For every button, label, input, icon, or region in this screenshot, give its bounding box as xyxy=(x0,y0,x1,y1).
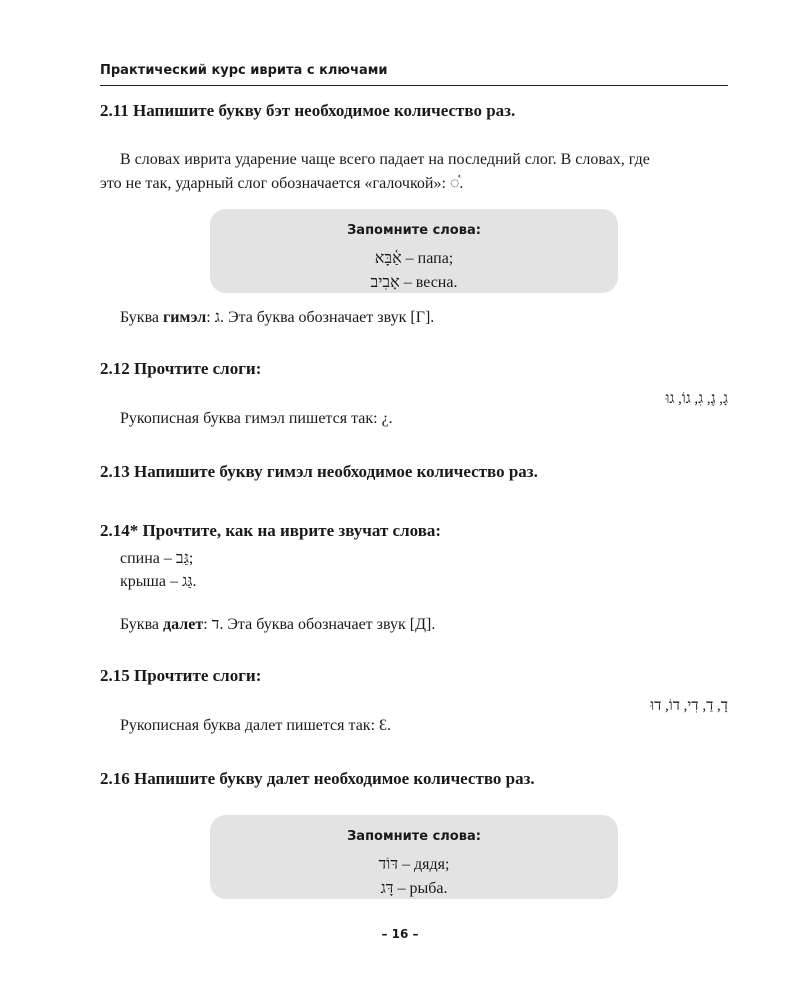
heading-2-14: 2.14* Прочтите, как на иврите звучат слова: xyxy=(100,521,442,540)
dalet-intro xyxy=(120,616,435,634)
text: Буква xyxy=(120,309,164,326)
page-number: – 16 – xyxy=(381,927,419,941)
remember-words-box-2 xyxy=(210,815,618,899)
heading-2-11: 2.11 Напишите букву бэт необходимое количество раз. xyxy=(100,101,516,120)
paragraph-stress-2: это не так, ударный слог обозначается «галочкой»: ◌֫. xyxy=(100,175,464,192)
word-line: אַ֫בָּא – папа; xyxy=(374,250,454,267)
text: : ג. Эта буква обозначает звук [Г]. xyxy=(206,309,435,326)
word-line: אָבִיב – весна. xyxy=(370,274,458,291)
header-rule xyxy=(100,85,728,86)
text: : ד. Эта буква обозначает звук [Д]. xyxy=(203,616,436,633)
letter-name: далет xyxy=(163,616,204,633)
heading-2-16: 2.16 Напишите букву далет необходимое количество раз. xyxy=(100,769,535,788)
heading-2-15: 2.15 Прочтите слоги: xyxy=(100,666,262,685)
word-line: דָּג – рыба. xyxy=(380,880,448,897)
heading-2-12: 2.12 Прочтите слоги: xyxy=(100,359,262,378)
gimel-intro xyxy=(120,309,434,327)
syllables-gimel: גָ, גֶ, גִ, גוֹ, גוּ xyxy=(665,391,728,407)
syllables-dalet: דָ, דַ, דִי, דוֹ, דוּ xyxy=(650,698,728,714)
remember-words-box-1 xyxy=(210,209,618,293)
word-line: דּוֹד – дядя; xyxy=(378,856,450,873)
running-head: Практический курс иврита с ключами xyxy=(100,63,388,78)
heading-2-13: 2.13 Напишите букву гимэл необходимое количество раз. xyxy=(100,462,538,481)
text: Буква xyxy=(120,616,164,633)
word-roof: крыша – גַּג. xyxy=(120,573,197,590)
letter-name: гимэл xyxy=(163,309,207,326)
box-title: Запомните слова: xyxy=(347,223,481,238)
word-spine: спина – גַּב; xyxy=(120,550,194,567)
paragraph-stress-1: В словах иврита ударение чаще всего падает на последний слог. В словах, где xyxy=(120,151,650,168)
handwritten-gimel: Рукописная буква гимэл пишется так: ¿. xyxy=(120,410,393,427)
box-title: Запомните слова: xyxy=(347,829,481,844)
handwritten-dalet: Рукописная буква далет пишется так: Ɛ. xyxy=(120,717,392,734)
